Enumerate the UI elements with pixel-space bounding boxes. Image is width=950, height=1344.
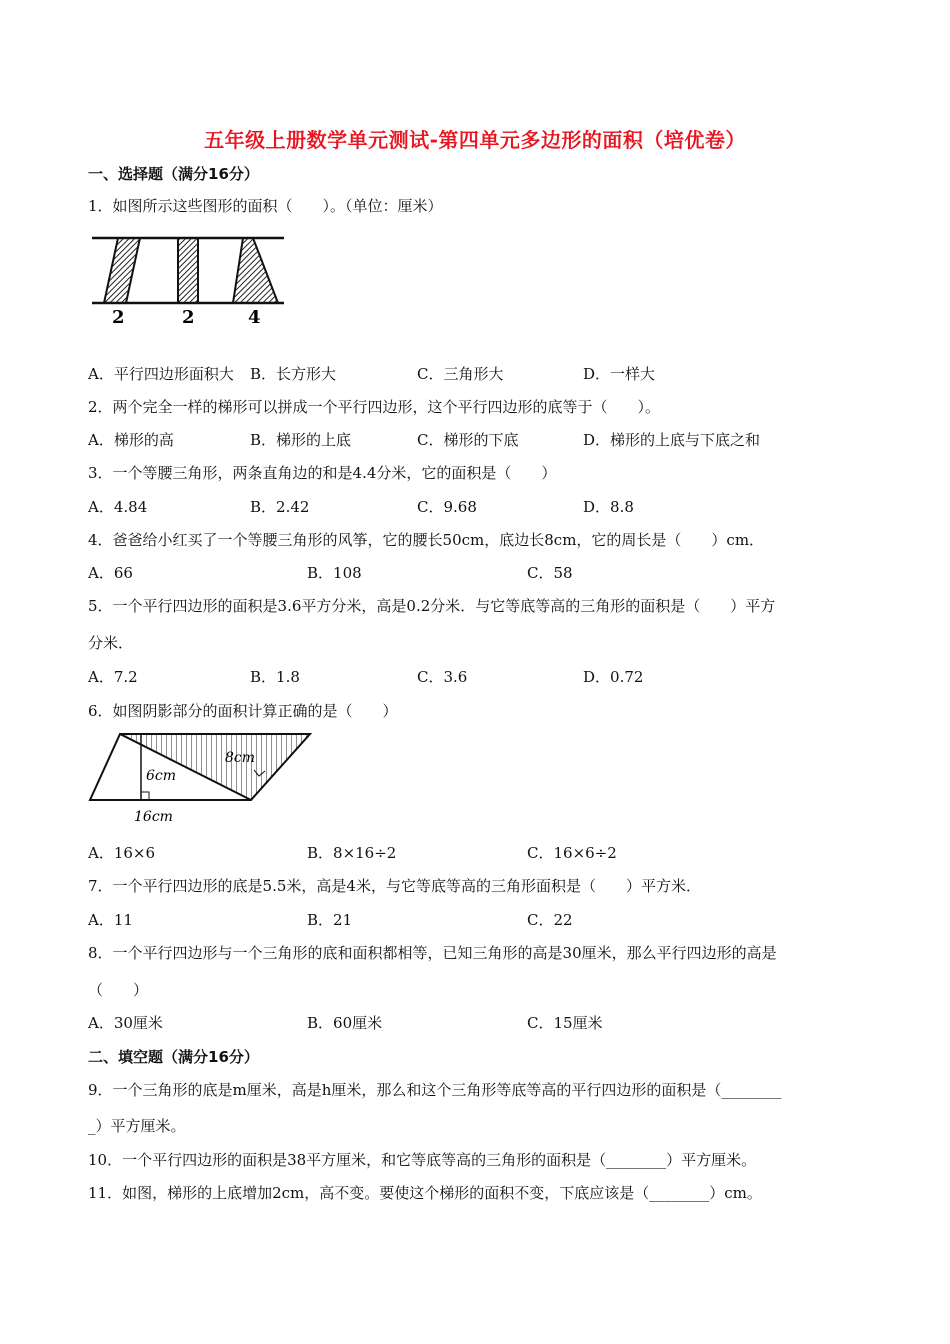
q4-option-c: C．58 [527, 564, 573, 582]
q2-option-c: C．梯形的下底 [417, 431, 519, 449]
q7-option-c: C．22 [527, 911, 573, 929]
question-5-text: 5．一个平行四边形的面积是3.6平方分米，高是0.2分米．与它等底等高的三角形的面积是（ ）平方 [88, 597, 776, 615]
q4-option-a: A．66 [88, 564, 133, 582]
q5-option-d: D．0.72 [583, 668, 644, 686]
question-9-text: 9．一个三角形的底是m厘米，高是h厘米，那么和这个三角形等底等高的平行四边形的面积是（________ [88, 1081, 782, 1099]
section-heading-fill: 二、填空题（满分16分） [88, 1048, 259, 1066]
figure-label-8cm: 8cm [225, 750, 256, 766]
question-8-text: 8．一个平行四边形与一个三角形的底和面积都相等，已知三角形的高是30厘米，那么平行四边形的高是 [88, 944, 777, 962]
q3-option-c: C．9.68 [417, 498, 477, 516]
q4-option-b: B．108 [307, 564, 362, 582]
q8-option-b: B．60厘米 [307, 1014, 383, 1032]
q7-option-a: A．11 [88, 911, 133, 929]
q1-option-a: A．平行四边形面积大 [88, 365, 234, 383]
question-4-text: 4．爸爸给小红买了一个等腰三角形的风筝，它的腰长50cm，底边长8cm，它的周长是（ ）cm． [88, 531, 765, 549]
q5-option-c: C．3.6 [417, 668, 468, 686]
question-9-text-cont: _）平方厘米。 [88, 1117, 186, 1135]
q8-option-c: C．15厘米 [527, 1014, 603, 1032]
q1-option-b: B．长方形大 [250, 365, 337, 383]
q3-option-a: A．4.84 [88, 498, 148, 516]
figure-label-4: 4 [248, 307, 261, 328]
page-title: 五年级上册数学单元测试-第四单元多边形的面积（培优卷） [204, 128, 746, 152]
q2-option-d: D．梯形的上底与下底之和 [583, 431, 761, 449]
q2-option-a: A．梯形的高 [88, 431, 174, 449]
question-6-figure [86, 730, 316, 830]
figure-label-6cm: 6cm [146, 768, 177, 784]
figure-label-2b: 2 [182, 307, 195, 328]
section-heading-choice: 一、选择题（满分16分） [88, 165, 259, 183]
q7-option-b: B．21 [307, 911, 353, 929]
question-2-text: 2．两个完全一样的梯形可以拼成一个平行四边形，这个平行四边形的底等于（ ）。 [88, 398, 661, 416]
figure-label-16cm: 16cm [134, 809, 173, 825]
q6-option-a: A．16×6 [88, 844, 156, 862]
q1-option-c: C．三角形大 [417, 365, 504, 383]
question-6-text: 6．如图阴影部分的面积计算正确的是（ ） [88, 702, 398, 720]
q3-option-d: D．8.8 [583, 498, 634, 516]
q5-option-b: B．1.8 [250, 668, 300, 686]
question-11-text: 11．如图，梯形的上底增加2cm，高不变。要使这个梯形的面积不变，下底应该是（________）cm。 [88, 1184, 762, 1202]
question-1-figure [88, 228, 288, 328]
question-10-text: 10．一个平行四边形的面积是38平方厘米，和它等底等高的三角形的面积是（________）平方厘米。 [88, 1151, 757, 1169]
q6-option-c: C．16×6÷2 [527, 844, 617, 862]
q5-option-a: A．7.2 [88, 668, 138, 686]
question-8-text-cont: （ ） [88, 981, 149, 999]
figure-label-2a: 2 [112, 307, 125, 328]
question-3-text: 3．一个等腰三角形，两条直角边的和是4.4分米，它的面积是（ ） [88, 464, 557, 482]
q1-option-d: D．一样大 [583, 365, 656, 383]
question-1-text: 1．如图所示这些图形的面积（ ）。（单位：厘米） [88, 197, 443, 215]
question-7-text: 7．一个平行四边形的底是5.5米，高是4米，与它等底等高的三角形面积是（ ）平方米． [88, 877, 701, 895]
q6-option-b: B．8×16÷2 [307, 844, 397, 862]
question-5-text-cont: 分米． [88, 634, 134, 652]
q8-option-a: A．30厘米 [88, 1014, 163, 1032]
q2-option-b: B．梯形的上底 [250, 431, 352, 449]
q3-option-b: B．2.42 [250, 498, 310, 516]
